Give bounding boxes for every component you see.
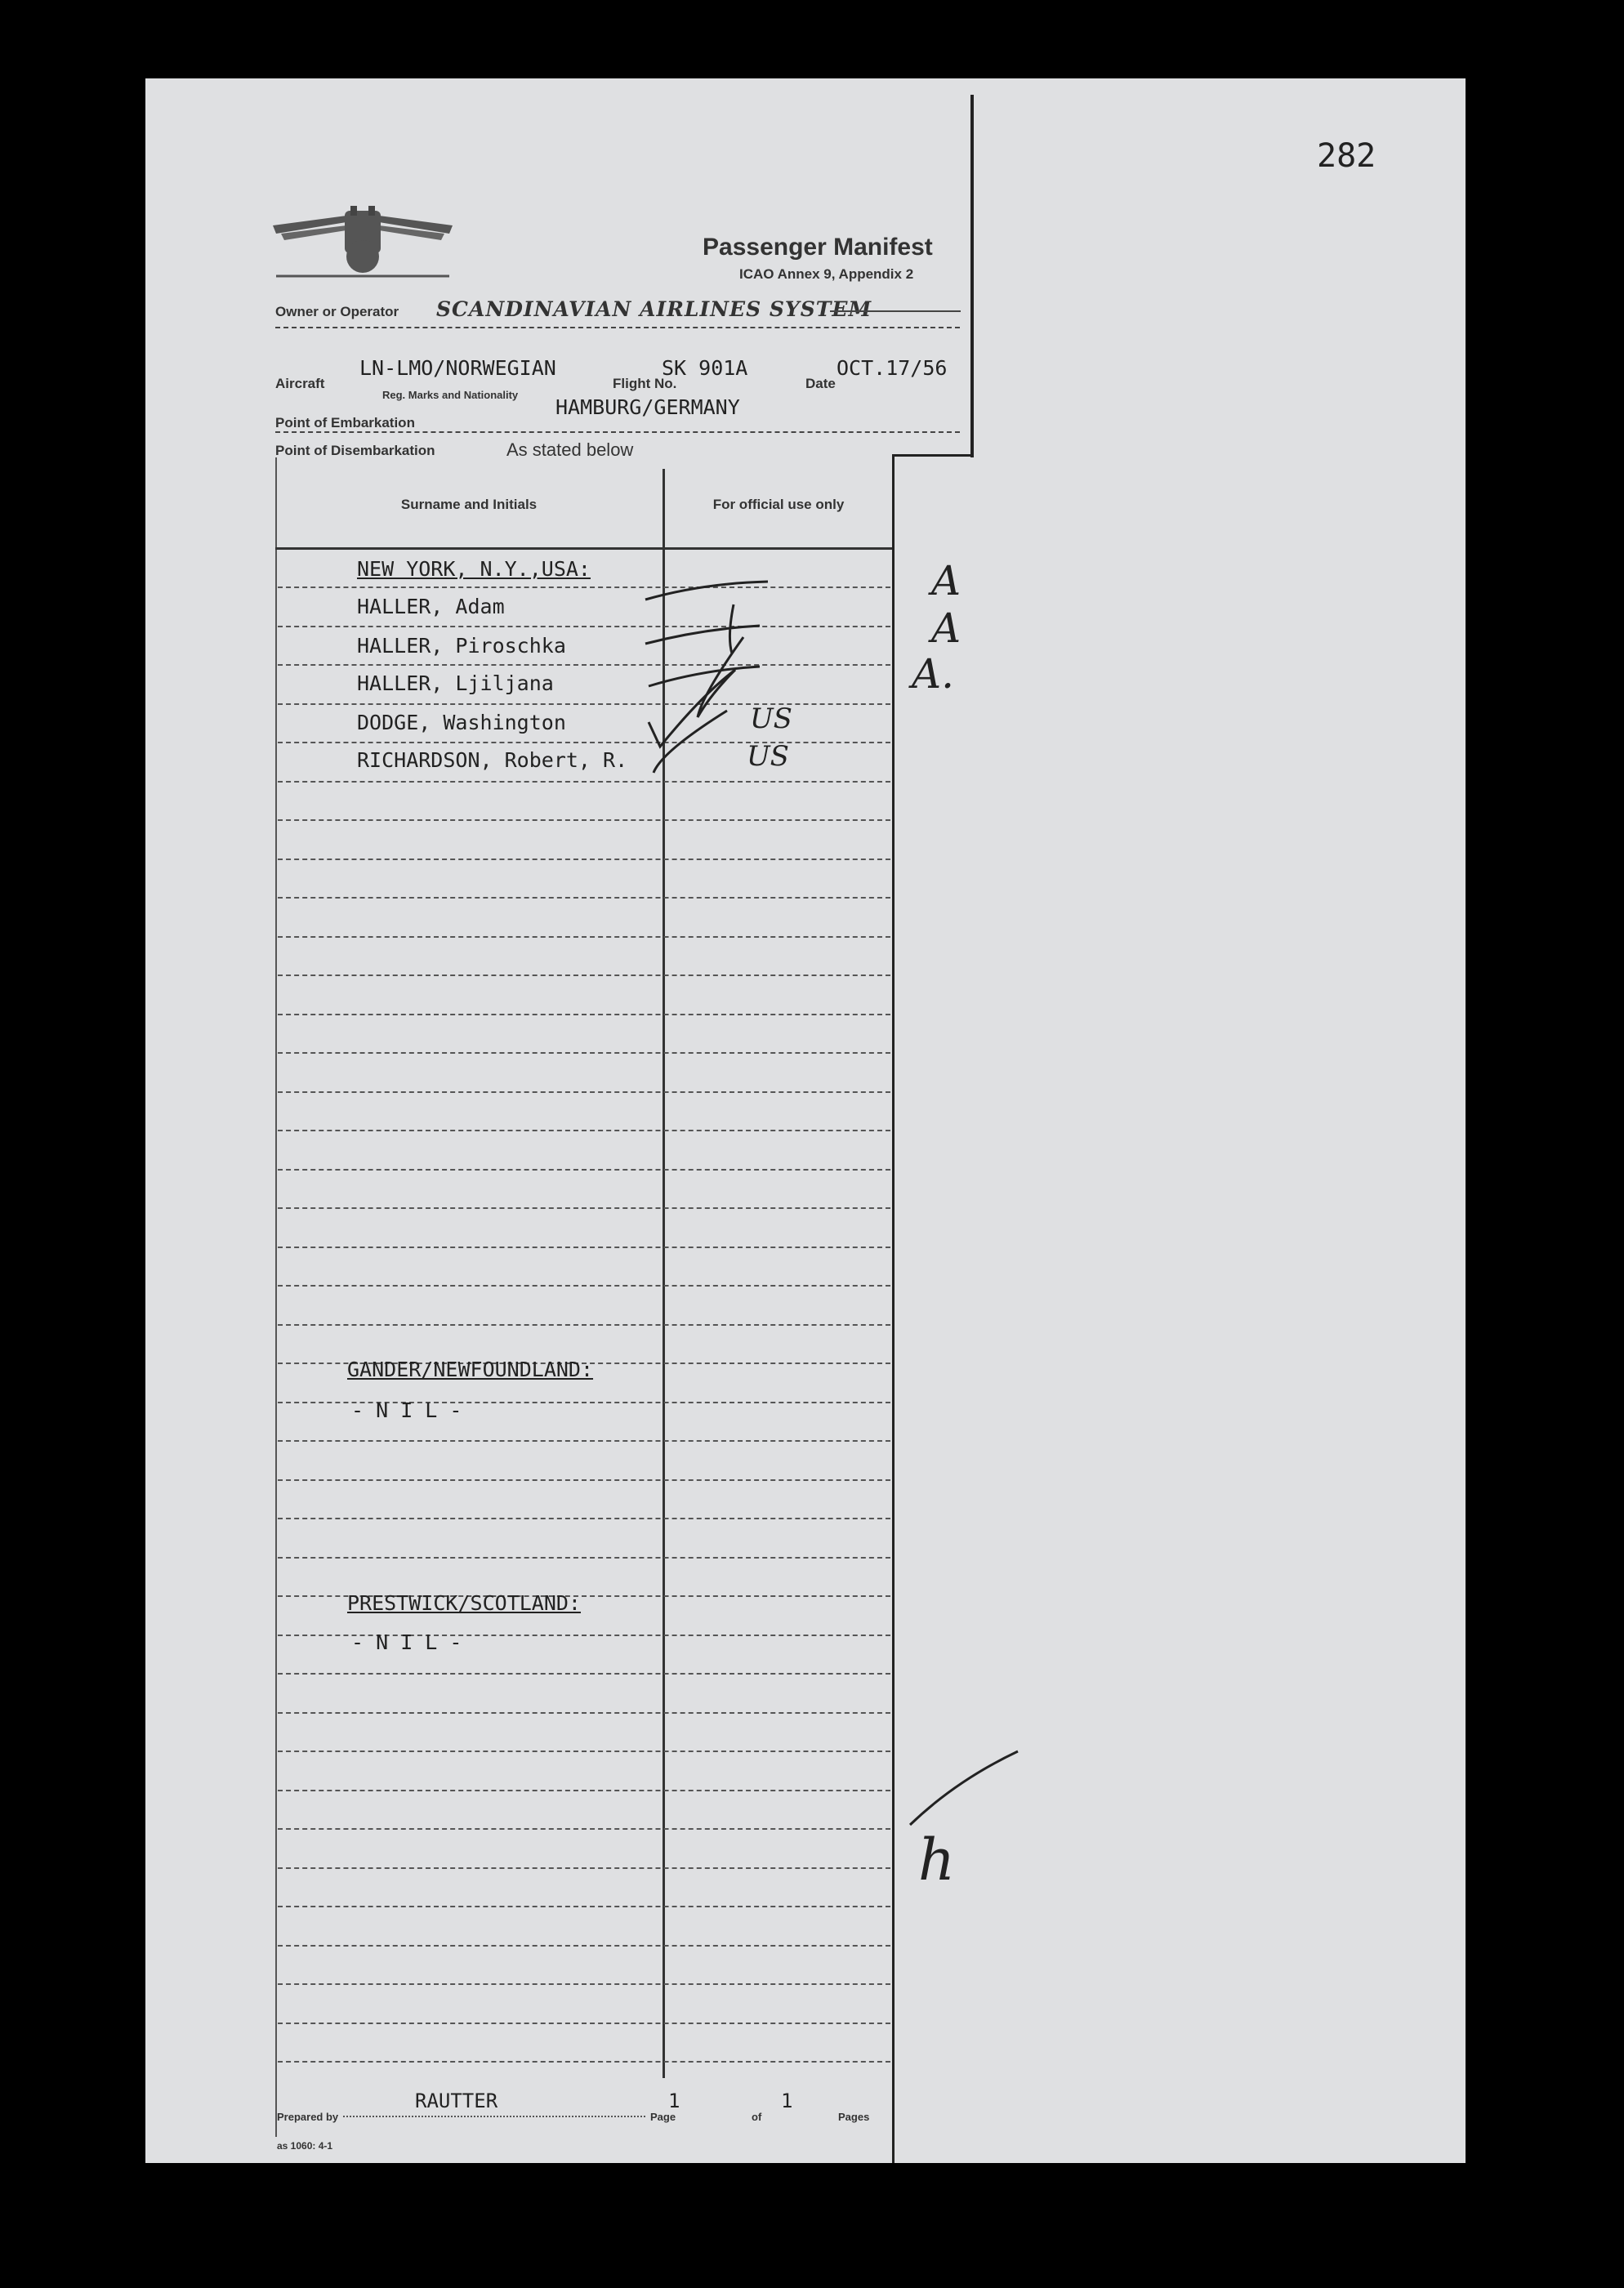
header-rule-1	[275, 327, 960, 328]
manifest-rule	[278, 819, 890, 821]
reg-label: Reg. Marks and Nationality	[382, 389, 519, 401]
prestwick-heading: PRESTWICK/SCOTLAND:	[347, 1591, 581, 1615]
manifest-rule	[278, 1285, 890, 1287]
margin-mark: h	[918, 1826, 956, 1893]
manifest-rule	[278, 897, 890, 899]
prepared-line	[343, 2116, 645, 2117]
manifest-rule	[278, 1557, 890, 1559]
list-item: RICHARDSON, Robert, R.	[357, 748, 628, 772]
margin-a-3: A.	[912, 650, 955, 698]
of-value: 1	[781, 2090, 793, 2112]
form-right-border-lower	[892, 454, 895, 2163]
handwritten-us-1: US	[750, 702, 792, 735]
of-label: of	[752, 2111, 762, 2123]
list-item: HALLER, Adam	[357, 595, 505, 618]
manifest-rule	[278, 1247, 890, 1248]
embark-value: HAMBURG/GERMANY	[555, 395, 740, 419]
manifest-rule	[278, 1091, 890, 1093]
flight-value: SK 901A	[662, 356, 748, 380]
form-left-border	[275, 457, 277, 2137]
gander-value: - N I L -	[351, 1398, 462, 1422]
manifest-rule	[278, 1169, 890, 1171]
sas-logo	[273, 206, 453, 284]
margin-stroke	[907, 1748, 1021, 1830]
header-rule-2	[275, 431, 960, 433]
manifest-rule	[278, 1945, 890, 1947]
manifest-rule	[278, 1751, 890, 1752]
manifest-rule	[278, 1867, 890, 1869]
manifest-rule	[278, 1207, 890, 1209]
manifest-rule	[278, 936, 890, 938]
page-label: Page	[650, 2111, 676, 2123]
manifest-rule	[278, 1712, 890, 1714]
page-value: 1	[668, 2090, 680, 2112]
owner-value: SCANDINAVIAN AIRLINES SYSTEM	[436, 297, 872, 321]
manifest-rule	[278, 1790, 890, 1791]
owner-line	[830, 310, 961, 312]
manifest-rule	[278, 1673, 890, 1675]
flight-label: Flight No.	[613, 376, 677, 391]
manifest-rule	[278, 1479, 890, 1481]
margin-a-1: A	[931, 557, 961, 604]
manifest-rule	[278, 1130, 890, 1131]
manifest-rule	[278, 1324, 890, 1326]
aircraft-label: Aircraft	[275, 376, 325, 391]
manifest-rule	[278, 859, 890, 860]
page-number: 282	[1317, 137, 1376, 175]
manifest-rule	[278, 975, 890, 976]
manifest-rule	[278, 1906, 890, 1907]
manifest-rule	[278, 1828, 890, 1830]
header-bottom-rule	[275, 547, 892, 550]
manifest-rule	[278, 1440, 890, 1442]
aircraft-value: LN-LMO/NORWEGIAN	[359, 356, 556, 380]
manifest-rule	[278, 2023, 890, 2024]
prepared-value: RAUTTER	[415, 2090, 498, 2112]
prestwick-value: - N I L -	[351, 1630, 462, 1654]
list-item: HALLER, Piroschka	[357, 634, 566, 658]
manifest-rule	[278, 2061, 890, 2063]
disembark-label: Point of Disembarkation	[275, 443, 435, 458]
pages-label: Pages	[838, 2111, 870, 2123]
list-item: DODGE, Washington	[357, 711, 566, 734]
disembark-value: As stated below	[506, 439, 634, 460]
date-value: OCT.17/56	[837, 356, 948, 380]
form-code: as 1060: 4-1	[277, 2140, 333, 2152]
manifest-rule	[278, 1518, 890, 1519]
manifest-rule	[278, 1052, 890, 1054]
manifest-rule	[278, 1014, 890, 1015]
handwritten-us-2: US	[747, 740, 789, 773]
list-item: HALLER, Ljiljana	[357, 671, 554, 695]
form-title: Passenger Manifest	[703, 234, 933, 261]
col-name-header: Surname and Initials	[400, 497, 538, 512]
margin-a-2: A	[931, 604, 961, 652]
list-item: NEW YORK, N.Y.,USA:	[357, 557, 591, 581]
gander-heading: GANDER/NEWFOUNDLAND:	[347, 1358, 594, 1381]
manifest-rule	[278, 1983, 890, 1985]
prepared-label: Prepared by	[277, 2111, 339, 2123]
embark-label: Point of Embarkation	[275, 415, 415, 430]
owner-label: Owner or Operator	[275, 304, 399, 319]
date-label: Date	[805, 376, 836, 391]
col-official-header: For official use only	[712, 497, 845, 512]
form-right-border-upper	[970, 95, 974, 457]
form-step-line	[894, 454, 974, 457]
form-subtitle: ICAO Annex 9, Appendix 2	[739, 266, 914, 282]
